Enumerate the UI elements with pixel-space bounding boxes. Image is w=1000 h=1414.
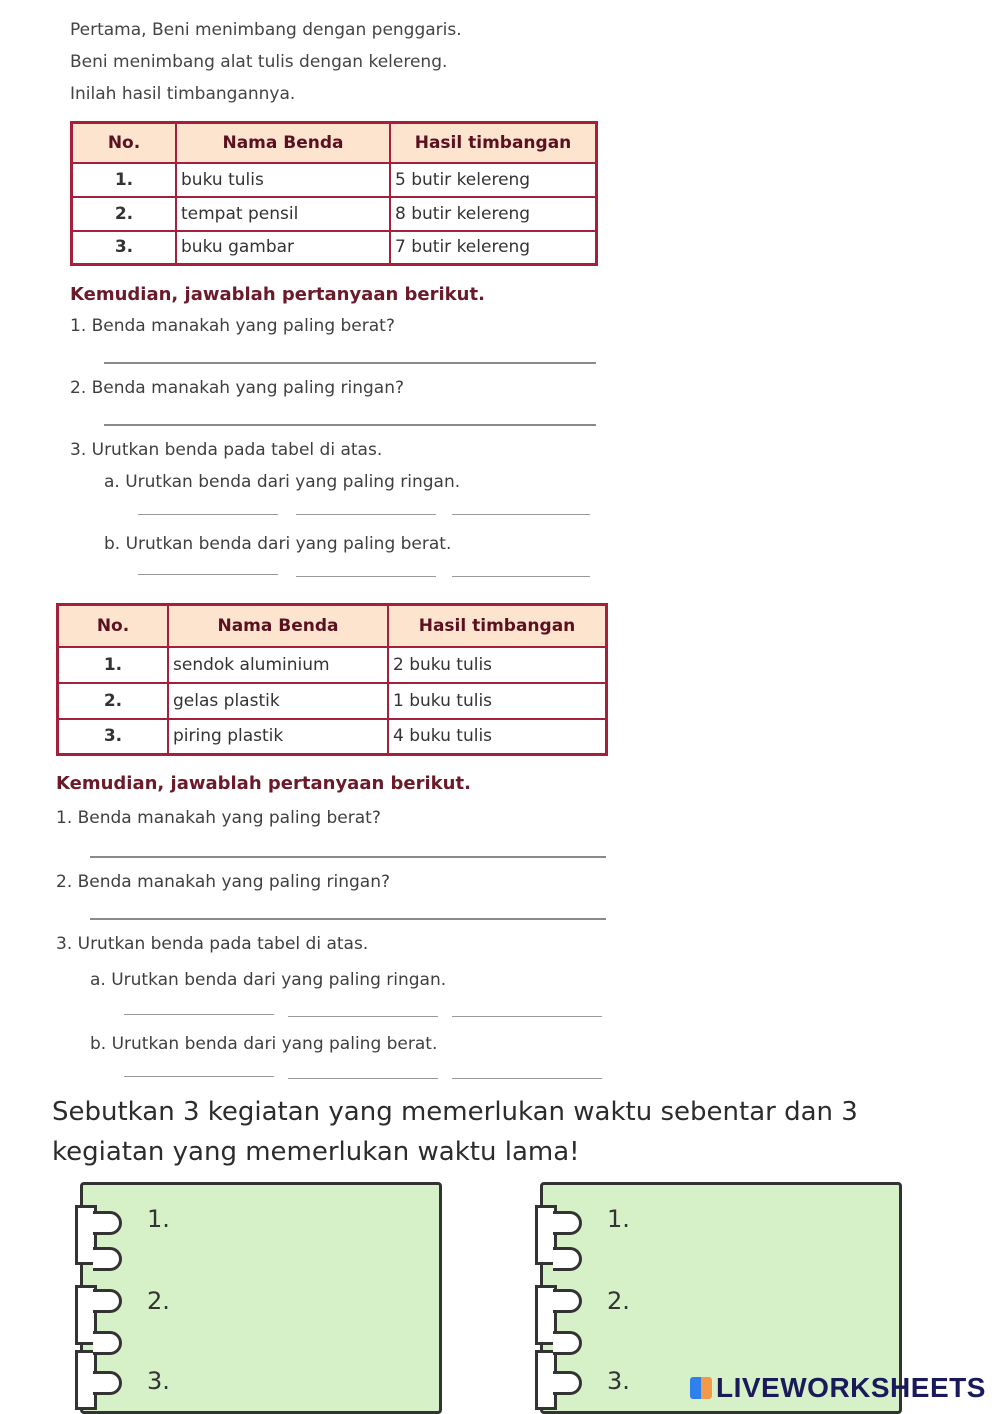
section2-question-1: 1. Benda manakah yang paling berat? xyxy=(56,808,381,828)
section2-question-3a: a. Urutkan benda dari yang paling ringan. xyxy=(90,970,447,990)
answer-line[interactable] xyxy=(104,424,596,426)
answer-line[interactable] xyxy=(452,576,590,577)
section1-question-3a: a. Urutkan benda dari yang paling ringan. xyxy=(104,472,461,492)
table-header: Hasil timbangan xyxy=(390,123,597,163)
answer-line[interactable] xyxy=(288,1078,438,1079)
spiral-ring-icon xyxy=(93,1331,122,1355)
section1-question-3b: b. Urutkan benda dari yang paling berat. xyxy=(104,534,452,554)
answer-line[interactable] xyxy=(124,1076,274,1077)
spiral-ring-icon xyxy=(553,1211,582,1235)
table-row: 2. tempat pensil 8 butir kelereng xyxy=(72,197,597,231)
list-number: 3. xyxy=(147,1367,170,1395)
answer-line[interactable] xyxy=(296,514,436,515)
section1-question-2: 2. Benda manakah yang paling ringan? xyxy=(70,378,405,398)
table-header: Nama Benda xyxy=(176,123,390,163)
table-header: Nama Benda xyxy=(168,605,388,647)
section1-question-1: 1. Benda manakah yang paling berat? xyxy=(70,316,395,336)
logo-text: LIVEWORKSHEETS xyxy=(716,1372,986,1403)
weighing-table-1 xyxy=(70,121,598,266)
answer-line[interactable] xyxy=(124,1014,274,1015)
answer-line[interactable] xyxy=(138,514,278,515)
task-prompt: Sebutkan 3 kegiatan yang memerlukan waktu sebentar dan 3 kegiatan yang memerlukan waktu lama! xyxy=(52,1097,858,1167)
spiral-ring-icon xyxy=(93,1289,122,1313)
table-row: 1. sendok aluminium 2 buku tulis xyxy=(58,647,607,683)
list-number: 2. xyxy=(607,1287,630,1315)
list-number: 1. xyxy=(147,1205,170,1233)
spiral-ring-icon xyxy=(553,1289,582,1313)
weighing-table-2 xyxy=(56,603,608,756)
spiral-ring-icon xyxy=(553,1247,582,1271)
answer-line[interactable] xyxy=(138,574,278,575)
table-header: No. xyxy=(58,605,169,647)
answer-line[interactable] xyxy=(296,576,436,577)
table-row: 3. piring plastik 4 buku tulis xyxy=(58,719,607,755)
intro-line-3: Inilah hasil timbangannya. xyxy=(70,84,296,104)
notebook-card-left[interactable] xyxy=(80,1182,442,1414)
section1-heading: Kemudian, jawablah pertanyaan berikut. xyxy=(70,284,485,305)
list-number: 3. xyxy=(607,1367,630,1395)
table-row: 3. buku gambar 7 butir kelereng xyxy=(72,231,597,265)
section2-question-3: 3. Urutkan benda pada tabel di atas. xyxy=(56,934,369,954)
spiral-ring-icon xyxy=(93,1211,122,1235)
table-row: 2. gelas plastik 1 buku tulis xyxy=(58,683,607,719)
answer-line[interactable] xyxy=(452,1078,602,1079)
spiral-ring-icon xyxy=(93,1371,122,1395)
intro-line-1: Pertama, Beni menimbang dengan penggaris. xyxy=(70,20,462,40)
table-row: 1. buku tulis 5 butir kelereng xyxy=(72,163,597,197)
spiral-ring-icon xyxy=(553,1331,582,1355)
answer-line[interactable] xyxy=(452,514,590,515)
list-number: 1. xyxy=(607,1205,630,1233)
answer-line[interactable] xyxy=(90,856,606,858)
section2-question-3b: b. Urutkan benda dari yang paling berat. xyxy=(90,1034,438,1054)
liveworksheets-logo-icon xyxy=(690,1377,712,1399)
intro-line-2: Beni menimbang alat tulis dengan kelereng. xyxy=(70,52,448,72)
spiral-ring-icon xyxy=(553,1371,582,1395)
answer-line[interactable] xyxy=(90,918,606,920)
section1-question-3: 3. Urutkan benda pada tabel di atas. xyxy=(70,440,383,460)
section2-heading: Kemudian, jawablah pertanyaan berikut. xyxy=(56,773,471,794)
section2-question-2: 2. Benda manakah yang paling ringan? xyxy=(56,872,391,892)
answer-line[interactable] xyxy=(452,1016,602,1017)
intro-text xyxy=(70,14,462,110)
list-number: 2. xyxy=(147,1287,170,1315)
spiral-ring-icon xyxy=(93,1247,122,1271)
liveworksheets-logo xyxy=(690,1372,986,1404)
table-header: No. xyxy=(72,123,177,163)
table-header: Hasil timbangan xyxy=(388,605,607,647)
answer-line[interactable] xyxy=(104,362,596,364)
answer-line[interactable] xyxy=(288,1016,438,1017)
